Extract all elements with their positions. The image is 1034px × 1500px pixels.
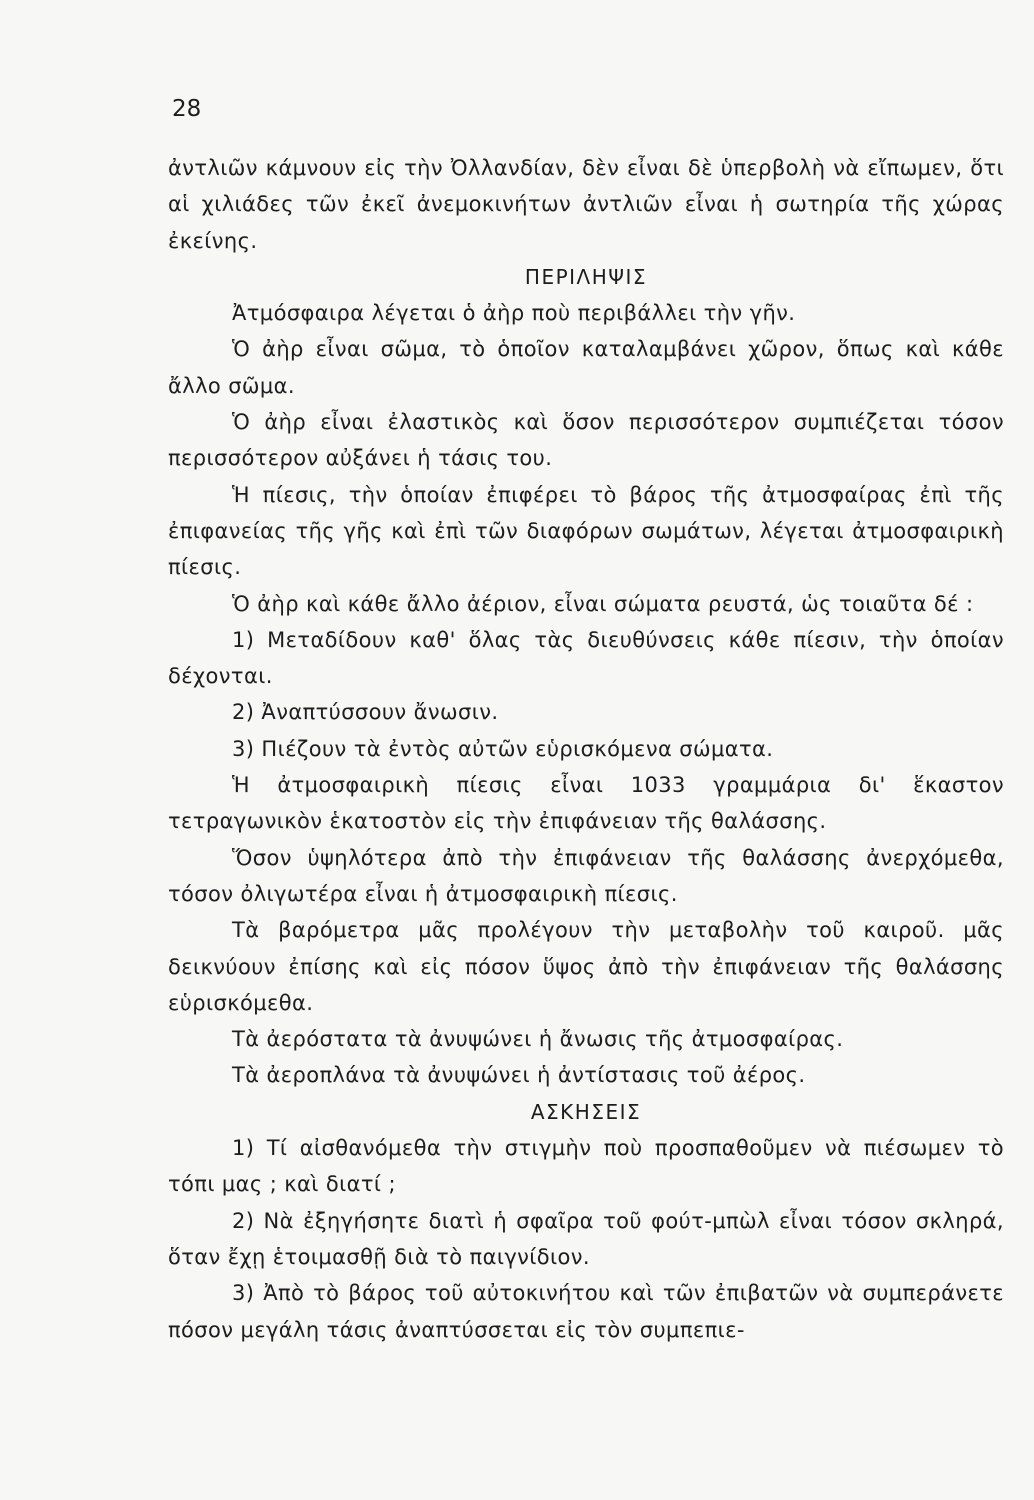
paragraph: ἀντλιῶν κάμνουν εἰς τὴν Ὀλλανδίαν, δὲν εἶναι δὲ ὑπερβολὴ νὰ εἴπωμεν, ὅτι αἱ χιλιάδες τῶν ἐκεῖ ἀνεμοκινήτων ἀντλιῶν εἶναι ἡ σωτηρία τῆς χώρας ἐκείνης. bbox=[168, 156, 1004, 253]
paragraph: Ὁ ἀὴρ εἶναι σῶμα, τὸ ὁποῖον καταλαμβάνει χῶρον, ὅπως καὶ κάθε ἄλλο σῶμα. bbox=[168, 337, 1004, 398]
paragraph: Τὰ ἀεροπλάνα τὰ ἀνυψώνει ἡ ἀντίστασις τοῦ ἀέρος. bbox=[232, 1063, 806, 1088]
page-number: 28 bbox=[172, 96, 202, 122]
paragraph: Τὰ βαρόμετρα μᾶς προλέγουν τὴν μεταβολὴν τοῦ καιροῦ. μᾶς δεικνύουν ἐπίσης καὶ εἰς πόσον ὕψος ἀπὸ τὴν ἐπιφάνειαν τῆς θαλάσσης εὑρισκόμεθα. bbox=[168, 918, 1004, 1015]
paragraph: 3) Ἀπὸ τὸ βάρος τοῦ αὐτοκινήτου καὶ τῶν ἐπιβατῶν νὰ συμπεράνετε πόσον μεγάλη τάσις ἀναπτύσσεται εἰς τὸν συμπεπιε- bbox=[168, 1281, 1004, 1342]
paragraph: 1) Μεταδίδουν καθ' ὅλας τὰς διευθύνσεις κάθε πίεσιν, τὴν ὁποίαν δέχονται. bbox=[168, 627, 1004, 689]
paragraph: Ἀτμόσφαιρα λέγεται ὁ ἀὴρ ποὺ περιβάλλει τὴν γῆν. bbox=[232, 301, 796, 326]
paragraph: 2) Ἀναπτύσσουν ἄνωσιν. bbox=[232, 700, 499, 725]
paragraph: Ὁ ἀὴρ εἶναι ἐλαστικὸς καὶ ὅσον περισσότερον συμπιέζεται τόσον περισσότερον αὐξάνει ἡ τάσις του. bbox=[168, 410, 1004, 471]
paragraph: Ἡ ἀτμοσφαιρικὴ πίεσις εἶναι 1033 γραμμάρια δι' ἕκαστον τετραγωνικὸν ἑκατοστὸν εἰς τὴν ἐπιφάνειαν τῆς θαλάσσης. bbox=[168, 773, 1004, 834]
paragraph: Τὰ ἀερόστατα τὰ ἀνυψώνει ἡ ἄνωσις τῆς ἀτμοσφαίρας. bbox=[232, 1027, 844, 1052]
section-heading: ΠΕΡΙΛΗΨΙΣ bbox=[524, 264, 648, 289]
paragraph: Ὁ ἀὴρ καὶ κάθε ἄλλο ἀέριον, εἶναι σώματα ρευστά, ὡς τοιαῦτα δέ : bbox=[232, 591, 974, 616]
paragraph: 3) Πιέζουν τὰ ἐντὸς αὐτῶν εὑρισκόμενα σώματα. bbox=[232, 736, 774, 761]
paragraph: 1) Τί αἰσθανόμεθα τὴν στιγμὴν ποὺ προσπαθοῦμεν νὰ πιέσωμεν τὸ τόπι μας ; καὶ διατί ; bbox=[168, 1136, 1004, 1197]
paragraph: Ὅσον ὑψηλότερα ἀπὸ τὴν ἐπιφάνειαν τῆς θαλάσσης ἀνερχόμεθα, τόσον ὀλιγωτέρα εἶναι ἡ ἀτμοσφαιρικὴ πίεσις. bbox=[168, 845, 1004, 906]
paragraph: 2) Νὰ ἐξηγήσητε διατὶ ἡ σφαῖρα τοῦ φούτ-μπὼλ εἶναι τόσον σκληρά, ὅταν ἔχῃ ἑτοιμασθῇ διὰ τὸ παιγνίδιον. bbox=[168, 1208, 1004, 1269]
page-text bbox=[168, 150, 1004, 1348]
section-heading: ΑΣΚΗΣΕΙΣ bbox=[530, 1099, 642, 1124]
paragraph: Ἡ πίεσις, τὴν ὁποίαν ἐπιφέρει τὸ βάρος τῆς ἀτμοσφαίρας ἐπὶ τῆς ἐπιφανείας τῆς γῆς καὶ ἐπὶ τῶν διαφόρων σωμάτων, λέγεται ἀτμοσφαιρικὴ πίεσις. bbox=[168, 482, 1004, 580]
